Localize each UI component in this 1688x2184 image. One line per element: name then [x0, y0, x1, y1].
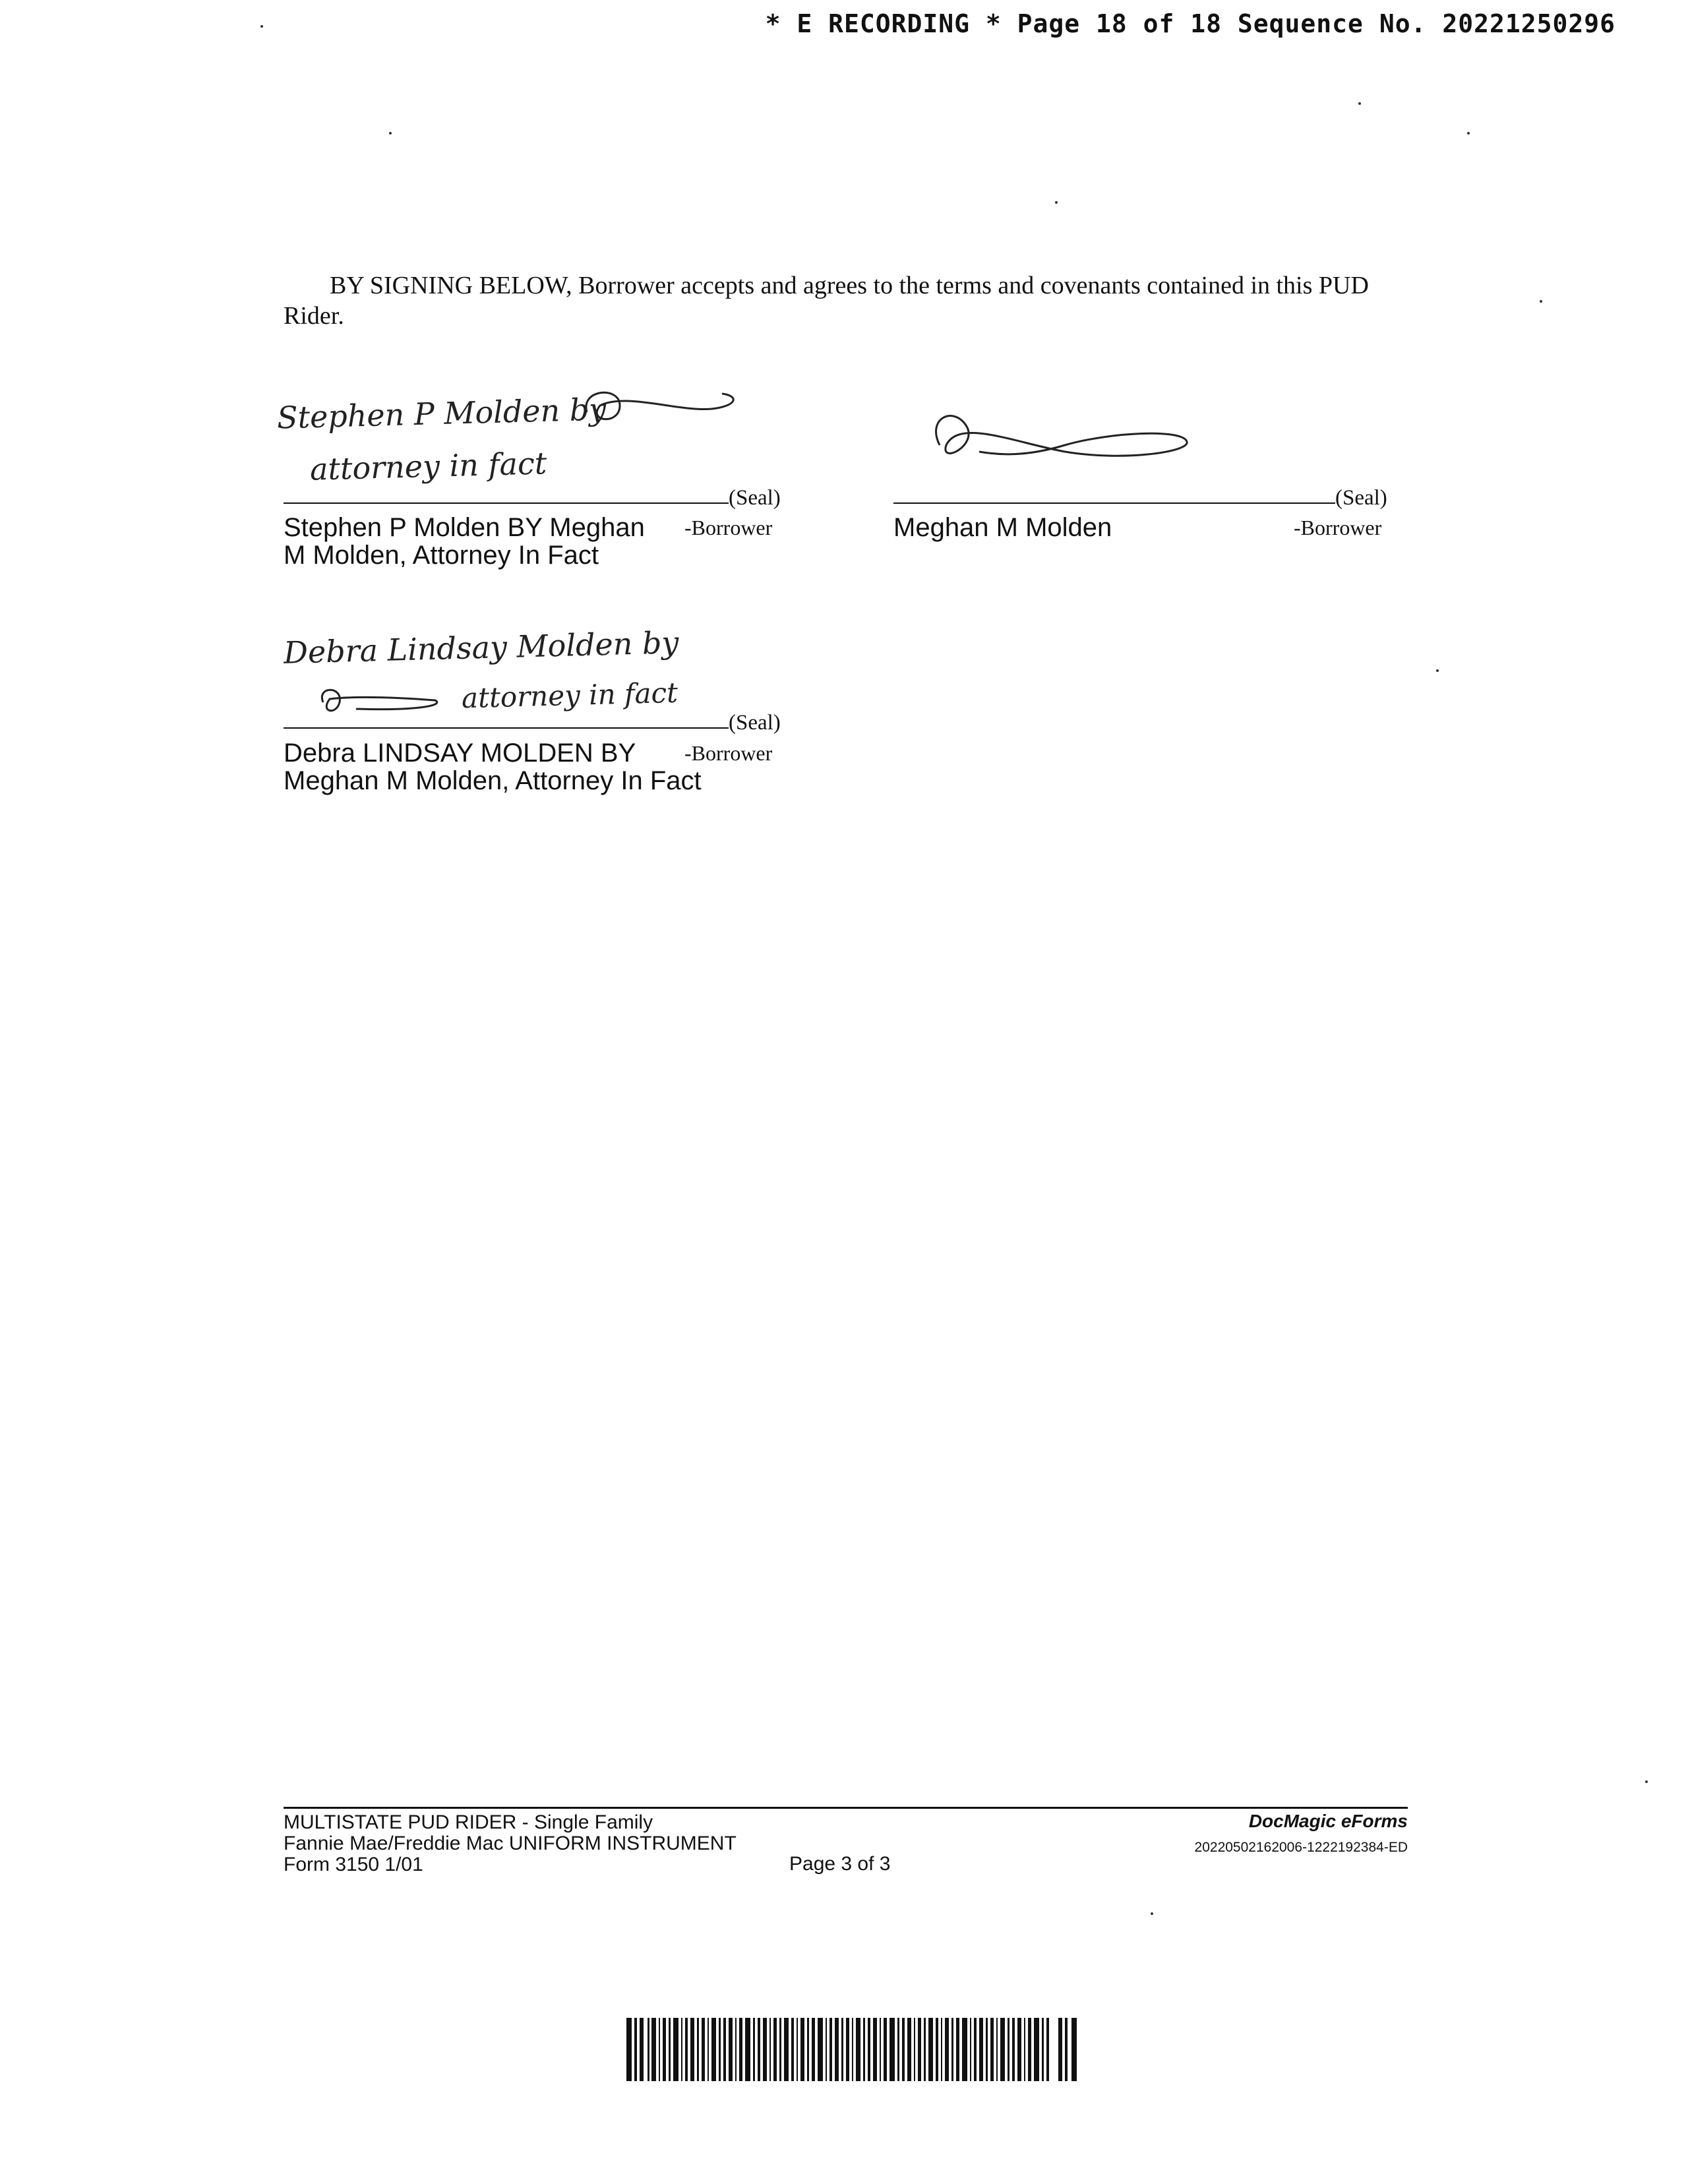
handwritten-attorney-text: attorney in fact	[309, 445, 547, 487]
seal-label: (Seal)	[729, 711, 781, 735]
borrower-name-line2: M Molden, Attorney In Fact	[284, 541, 599, 570]
footer-document-id: 20220502162006-1222192384-ED	[1194, 1840, 1408, 1855]
scan-speck	[260, 25, 263, 28]
signature-scribble-icon	[926, 406, 1203, 478]
footer-form-title: MULTISTATE PUD RIDER - Single Family	[284, 1811, 653, 1833]
docmagic-logo: DocMagic eForms	[1248, 1811, 1408, 1831]
scan-speck	[1358, 102, 1361, 105]
seal-label: (Seal)	[729, 486, 781, 510]
borrower-role: -Borrower	[684, 741, 773, 765]
signing-statement	[284, 270, 1418, 331]
footer-divider	[284, 1807, 1408, 1809]
scan-speck	[1151, 1912, 1153, 1915]
signature-line	[284, 727, 729, 729]
signature-line	[893, 502, 1335, 504]
scan-speck	[1436, 669, 1439, 672]
signing-statement-line2: Rider.	[284, 302, 344, 330]
footer-page-number: Page 3 of 3	[789, 1853, 891, 1875]
borrower-role: -Borrower	[1294, 516, 1382, 539]
scan-speck	[1645, 1780, 1648, 1783]
handwritten-attorney-text: attorney in fact	[461, 676, 678, 715]
signing-statement-line1: BY SIGNING BELOW, Borrower accepts and agrees to the terms and covenants contained in this PUD	[330, 272, 1369, 299]
seal-label: (Seal)	[1335, 486, 1387, 510]
scan-speck	[1055, 201, 1058, 204]
scan-speck	[389, 132, 392, 135]
footer-form-number: Form 3150 1/01	[284, 1854, 423, 1875]
borrower-name: Meghan M Molden	[893, 513, 1112, 542]
footer-instrument: Fannie Mae/Freddie Mac UNIFORM INSTRUMENT	[284, 1833, 737, 1854]
signature-scribble-icon	[316, 686, 448, 719]
borrower-role: -Borrower	[684, 516, 773, 539]
borrower-name-line2: Meghan M Molden, Attorney In Fact	[284, 766, 702, 795]
borrower-name-line1: Stephen P Molden BY Meghan	[284, 513, 645, 542]
borrower-name-line1: Debra LINDSAY MOLDEN BY	[284, 739, 636, 768]
recording-header: * E RECORDING * Page 18 of 18 Sequence No. 20221250296	[765, 9, 1615, 38]
handwritten-signature-text: Stephen P Molden by	[276, 391, 607, 436]
barcode-icon	[626, 2018, 1078, 2081]
scan-speck	[1540, 300, 1542, 303]
scan-speck	[1467, 132, 1470, 135]
handwritten-signature-text: Debra Lindsay Molden by	[283, 624, 680, 671]
signature-line	[284, 502, 729, 504]
signature-scribble-icon	[580, 386, 738, 432]
